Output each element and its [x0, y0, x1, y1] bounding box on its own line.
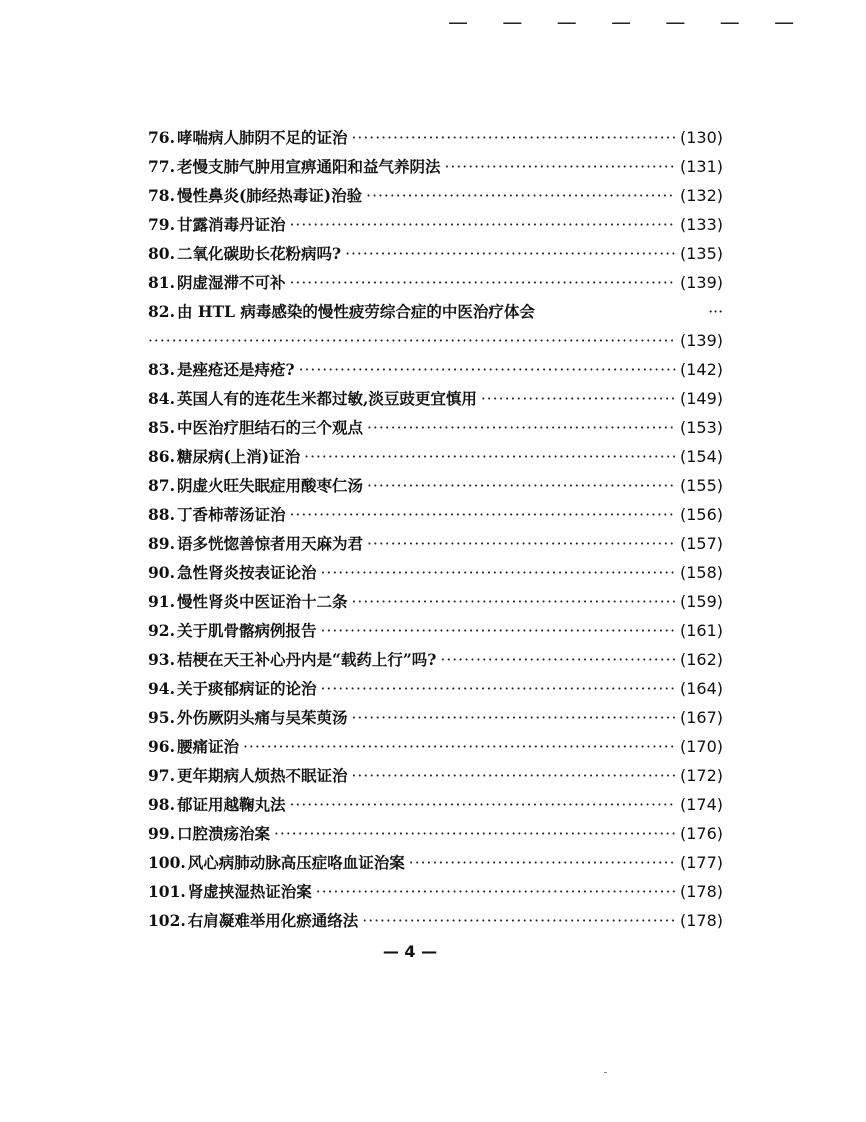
toc-entry-100	[148, 848, 723, 877]
entry-title: 腰痛证治	[176, 737, 239, 756]
entry-number: 83.	[148, 360, 175, 379]
dot-leader	[274, 820, 676, 849]
entry-title: 由 HTL 病毒感染的慢性疲劳综合症的中医治疗体会	[176, 302, 535, 321]
entry-number: 86.	[148, 447, 175, 466]
entry-page: (159)	[679, 592, 723, 611]
dot-leader-trail: ···	[708, 303, 723, 321]
entry-number: 88.	[148, 505, 175, 524]
entry-number: 90.	[148, 563, 175, 582]
entry-title: 阴虚火旺失眠症用酸枣仁汤	[176, 476, 363, 495]
entry-page: (142)	[679, 360, 723, 379]
dot-leader	[351, 762, 675, 791]
entry-page: (139)	[679, 331, 723, 350]
entry-number: 81.	[148, 273, 175, 292]
entry-title: 口腔溃疡治案	[176, 824, 270, 843]
toc-entry-97	[148, 761, 723, 790]
entry-title: 哮喘病人肺阴不足的证治	[176, 128, 348, 147]
entry-number: 76.	[148, 128, 175, 147]
entry-title: 慢性肾炎中医证治十二条	[176, 592, 348, 611]
entry-number: 102.	[148, 911, 186, 930]
entry-page: (164)	[679, 679, 723, 698]
entry-number: 84.	[148, 389, 175, 408]
dot-leader	[289, 501, 675, 530]
toc-entry-80	[148, 239, 723, 268]
entry-title: 语多恍惚善惊者用天麻为君	[176, 534, 363, 553]
entry-number: 94.	[148, 679, 175, 698]
dot-leader	[409, 849, 676, 878]
entry-number: 87.	[148, 476, 175, 495]
entry-page: (170)	[679, 737, 723, 756]
entry-page: (176)	[679, 824, 723, 843]
toc-entry-76	[148, 123, 723, 152]
entry-title: 风心病肺动脉高压症咯血证治案	[187, 853, 405, 872]
dot-leader	[289, 269, 675, 298]
entry-number: 92.	[148, 621, 175, 640]
entry-number: 101.	[148, 882, 186, 901]
toc-entry-90	[148, 558, 723, 587]
entry-title: 二氧化碳助长花粉病吗?	[176, 244, 342, 263]
entry-page: (139)	[679, 273, 723, 292]
dot-leader	[316, 878, 676, 907]
entry-page: (155)	[679, 476, 723, 495]
dot-leader	[320, 617, 675, 646]
entry-title: 肾虚挟湿热证治案	[187, 882, 312, 901]
entry-number: 85.	[148, 418, 175, 437]
entry-number: 89.	[148, 534, 175, 553]
dot-leader	[148, 327, 676, 356]
entry-page: (135)	[679, 244, 723, 263]
dot-leader	[304, 443, 676, 472]
toc-entry-79	[148, 210, 723, 239]
dot-leader	[362, 907, 676, 936]
entry-number: 79.	[148, 215, 175, 234]
entry-page: (167)	[679, 708, 723, 727]
entry-number: 100.	[148, 853, 186, 872]
entry-page: (131)	[679, 157, 723, 176]
toc-entry-93	[148, 645, 723, 674]
toc-entry-87	[148, 471, 723, 500]
toc-entry-89	[148, 529, 723, 558]
entry-page: (158)	[679, 563, 723, 582]
dot-leader	[367, 530, 676, 559]
entry-page: (161)	[679, 621, 723, 640]
toc-entry-83	[148, 355, 723, 384]
toc-entry-96	[148, 732, 723, 761]
toc-entry-84	[148, 384, 723, 413]
table-of-contents	[148, 123, 723, 935]
entry-title: 慢性鼻炎(肺经热毒证)治验	[176, 186, 363, 205]
toc-entry-81	[148, 268, 723, 297]
toc-entry-94	[148, 674, 723, 703]
entry-title: 更年期病人烦热不眠证治	[176, 766, 348, 785]
toc-entry-101	[148, 877, 723, 906]
dot-leader	[367, 414, 676, 443]
entry-number: 80.	[148, 244, 175, 263]
entry-number: 93.	[148, 650, 175, 669]
page-number: — 4 —	[382, 942, 438, 961]
entry-page: (174)	[679, 795, 723, 814]
entry-title: 是痤疮还是痔疮?	[176, 360, 295, 379]
dot-leader	[351, 588, 675, 617]
toc-entry-88	[148, 500, 723, 529]
entry-title: 右肩凝难举用化瘀通络法	[187, 911, 359, 930]
dot-leader	[320, 559, 675, 588]
dot-leader	[367, 472, 676, 501]
dot-leader	[351, 704, 675, 733]
dot-leader	[289, 791, 675, 820]
toc-entry-98	[148, 790, 723, 819]
dot-leader	[481, 385, 676, 414]
entry-page: (156)	[679, 505, 723, 524]
entry-title: 老慢支肺气肿用宣痹通阳和益气养阴法	[176, 157, 441, 176]
dot-leader	[320, 675, 675, 704]
entry-page: (157)	[679, 534, 723, 553]
entry-number: 96.	[148, 737, 175, 756]
entry-title: 中医治疗胆结石的三个观点	[176, 418, 363, 437]
dot-leader	[243, 733, 676, 762]
toc-entry-86	[148, 442, 723, 471]
scan-speck	[604, 1072, 607, 1073]
entry-title: 糖尿病(上消)证治	[176, 447, 301, 466]
entry-title: 急性肾炎按表证论治	[176, 563, 317, 582]
toc-entry-102	[148, 906, 723, 935]
entry-page: (133)	[679, 215, 723, 234]
entry-title: 英国人有的连花生米都过敏,淡豆豉更宜慎用	[176, 389, 477, 408]
toc-entry-85	[148, 413, 723, 442]
entry-title: 郁证用越鞠丸法	[176, 795, 286, 814]
toc-entry-99	[148, 819, 723, 848]
entry-page: (177)	[679, 853, 723, 872]
entry-number: 82.	[148, 302, 175, 321]
dot-leader	[444, 153, 675, 182]
entry-number: 78.	[148, 186, 175, 205]
entry-title: 阴虚湿滞不可补	[176, 273, 286, 292]
entry-number: 91.	[148, 592, 175, 611]
entry-page: (178)	[679, 911, 723, 930]
dot-leader	[366, 182, 676, 211]
entry-page: (153)	[679, 418, 723, 437]
top-dashes: — — — — — — —	[448, 10, 809, 34]
entry-number: 95.	[148, 708, 175, 727]
entry-title: 丁香柿蒂汤证治	[176, 505, 286, 524]
dot-leader	[299, 356, 676, 385]
entry-title: 甘露消毒丹证治	[176, 215, 286, 234]
entry-page: (132)	[679, 186, 723, 205]
toc-entry-78	[148, 181, 723, 210]
entry-page: (178)	[679, 882, 723, 901]
toc-entry-82	[148, 297, 723, 326]
entry-title: 关于痰郁病证的论治	[176, 679, 317, 698]
entry-page: (154)	[679, 447, 723, 466]
dot-leader	[345, 240, 676, 269]
entry-page: (149)	[679, 389, 723, 408]
toc-entry-82-continuation	[148, 326, 723, 355]
dot-leader	[351, 124, 675, 153]
entry-page: (130)	[679, 128, 723, 147]
entry-title: 桔梗在天王补心丹内是“载药上行”吗?	[176, 650, 437, 669]
toc-entry-95	[148, 703, 723, 732]
entry-title: 关于肌骨髂病例报告	[176, 621, 317, 640]
dot-leader	[289, 211, 675, 240]
entry-number: 99.	[148, 824, 175, 843]
entry-title: 外伤厥阴头痛与吴茱萸汤	[176, 708, 348, 727]
entry-number: 97.	[148, 766, 175, 785]
entry-number: 98.	[148, 795, 175, 814]
entry-page: (172)	[679, 766, 723, 785]
toc-entry-77	[148, 152, 723, 181]
toc-entry-92	[148, 616, 723, 645]
entry-page: (162)	[679, 650, 723, 669]
entry-number: 77.	[148, 157, 175, 176]
toc-entry-91	[148, 587, 723, 616]
dot-leader	[440, 646, 676, 675]
